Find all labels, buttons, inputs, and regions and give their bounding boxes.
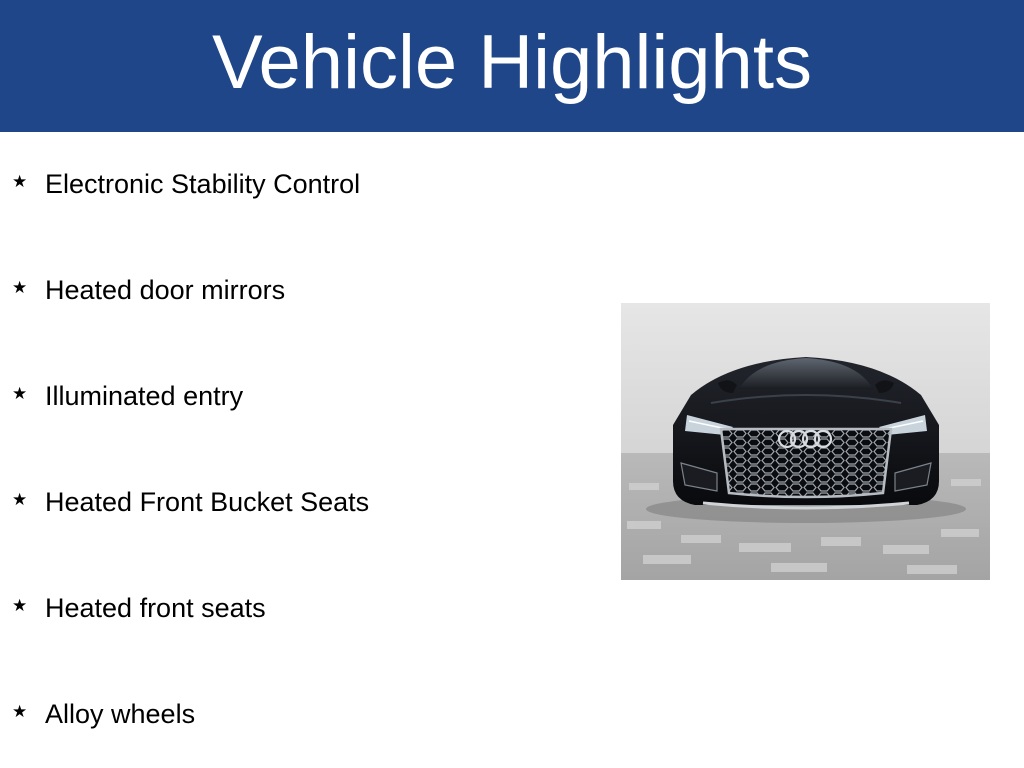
feature-label: Heated front seats xyxy=(45,592,266,623)
star-icon: ★ xyxy=(12,383,28,403)
header-banner xyxy=(0,0,1024,132)
star-icon: ★ xyxy=(12,701,28,721)
star-icon: ★ xyxy=(12,277,28,297)
vehicle-photo xyxy=(621,303,990,580)
feature-label: Heated door mirrors xyxy=(45,274,286,305)
feature-label: Illuminated entry xyxy=(45,380,244,411)
page-title: Vehicle Highlights xyxy=(212,20,812,105)
feature-item xyxy=(12,482,369,522)
feature-item xyxy=(12,270,285,310)
feature-item xyxy=(12,164,360,204)
feature-item xyxy=(12,588,266,628)
star-icon: ★ xyxy=(12,171,28,191)
feature-label: Heated Front Bucket Seats xyxy=(45,486,370,517)
feature-label: Electronic Stability Control xyxy=(45,168,361,199)
star-icon: ★ xyxy=(12,489,28,509)
feature-item xyxy=(12,694,195,734)
feature-label: Alloy wheels xyxy=(45,698,196,729)
star-icon: ★ xyxy=(12,595,28,615)
feature-item xyxy=(12,376,243,416)
